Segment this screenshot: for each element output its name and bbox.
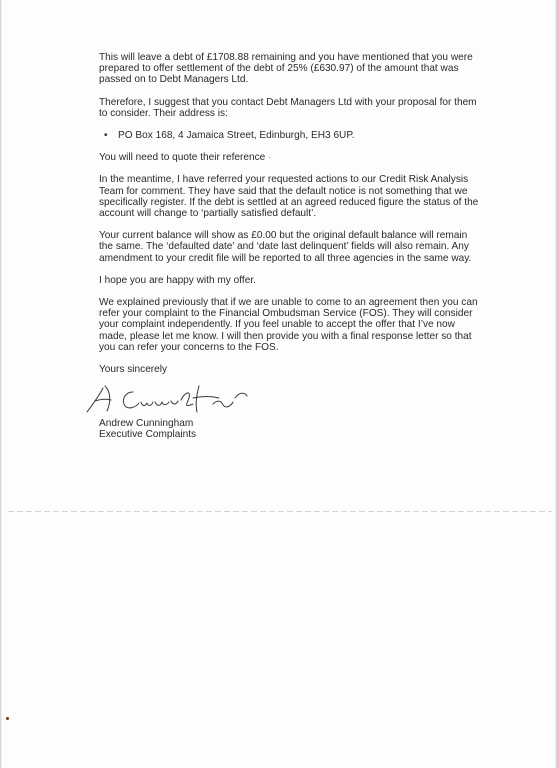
bullet-icon: • xyxy=(104,130,108,142)
paragraph-balance: Your current balance will show as £0.00 but the original default balance will remain the same. The ‘defaulted date’ and ‘date last delinquent’ fields will also remain. Any amendment to your credit file will be reported to all three agencies in the same way. xyxy=(99,230,472,264)
signatory-title: Executive Complaints xyxy=(99,429,197,441)
handwritten-signature xyxy=(81,378,266,418)
reference-text: You will need to quote their reference xyxy=(99,152,266,164)
paper-speck xyxy=(6,717,9,720)
signatory-name: Andrew Cunningham xyxy=(99,418,194,430)
paragraph-credit-risk: In the meantime, I have referred your requested actions to our Credit Risk Analysis Team for comment. They have said that the default notice is not something that we specifically register. If the debt is settled at an agreed reduced figure the status of the account will change to ‘partially satisfied default’. xyxy=(99,174,479,220)
reference-value: · xyxy=(268,152,272,164)
paragraph-ombudsman: We explained previously that if we are unable to come to an agreement then you can refer your complaint to the Financial Ombudsman Service (FOS). They will consider your complaint independently. If you feel unable to accept the offer that I’ve now made, please let me know. I will then provide you with a final response letter so that you can refer your concerns to the FOS. xyxy=(99,297,478,353)
page-edge-left xyxy=(0,0,2,768)
closing-salutation: Yours sincerely xyxy=(99,364,168,376)
page-fold-line xyxy=(8,511,552,512)
paragraph-contact-debt-managers: Therefore, I suggest that you contact Debt Managers Ltd with your proposal for them to consider. Their address is: xyxy=(99,96,477,119)
address-text: PO Box 168, 4 Jamaica Street, Edinburgh, EH3 6UP. xyxy=(118,130,355,142)
paragraph-debt-remaining: This will leave a debt of £1708.88 remaining and you have mentioned that you were prepared to offer settlement of the debt of 25% (£630.97) of the amount that was passed on to Debt Managers Ltd. xyxy=(99,52,473,86)
letter-body xyxy=(99,52,484,441)
address-list-item xyxy=(99,130,484,141)
paragraph-offer: I hope you are happy with my offer. xyxy=(99,274,256,286)
reference-line xyxy=(99,152,484,163)
